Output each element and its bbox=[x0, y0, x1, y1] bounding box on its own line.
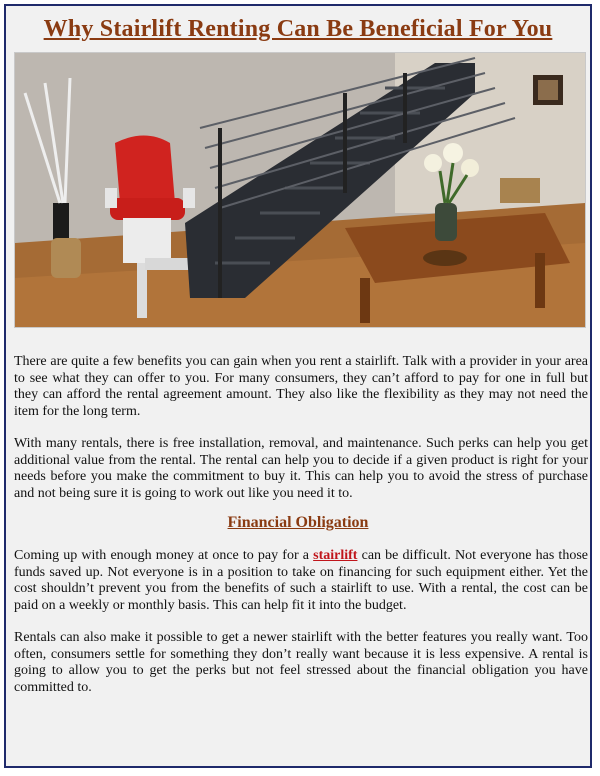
page-title: Why Stairlift Renting Can Be Beneficial For You bbox=[43, 16, 553, 42]
paragraph-free-installation: With many rentals, there is free installation, removal, and maintenance. Such perks can help you get additional value from the rental. The rental can help you to decide if a given product is right for your needs before you make the commitment to buy it. This can help you to avoid the stress of purchase and not being sure it is going to work out like you need it to. bbox=[14, 436, 588, 501]
stairlift-photo bbox=[14, 52, 586, 328]
paragraph-financial-part-1: Coming up with enough money at once to pay for a bbox=[14, 548, 314, 563]
paragraph-newer-stairlift: Rentals can also make it possible to get a newer stairlift with the better features you really want. Too often, consumers settle for something they don’t really want because it is less expensive. A rental is going to allow you to get the perks but not feel stressed about the financial obligation you have committed to. bbox=[14, 630, 588, 695]
page-frame bbox=[4, 4, 592, 768]
paragraph-financial bbox=[14, 548, 588, 614]
stairlift-illustration bbox=[15, 53, 585, 327]
paragraph-benefits: There are quite a few benefits you can gain when you rent a stairlift. Talk with a provider in your area to see what they can offer to you. For many consumers, they can’t afford to pay for one in full but they can afford the rental agreement amount. They also like the flexibility as they may not need the item for the long term. bbox=[14, 354, 588, 419]
stairlift-link[interactable]: stairlift bbox=[313, 548, 358, 563]
paragraph-financial-part-2: can be difficult. Not everyone has those funds saved up. Not everyone is in a position to take on financing for such equipment either. Yet the cost shouldn’t prevent you from the benefits of such a stairlift to use. With a rental, the cost can be paid on a weekly or monthly basis. This can help fit it into the budget. bbox=[14, 548, 588, 613]
section-heading-financial: Financial Obligation bbox=[227, 514, 369, 531]
